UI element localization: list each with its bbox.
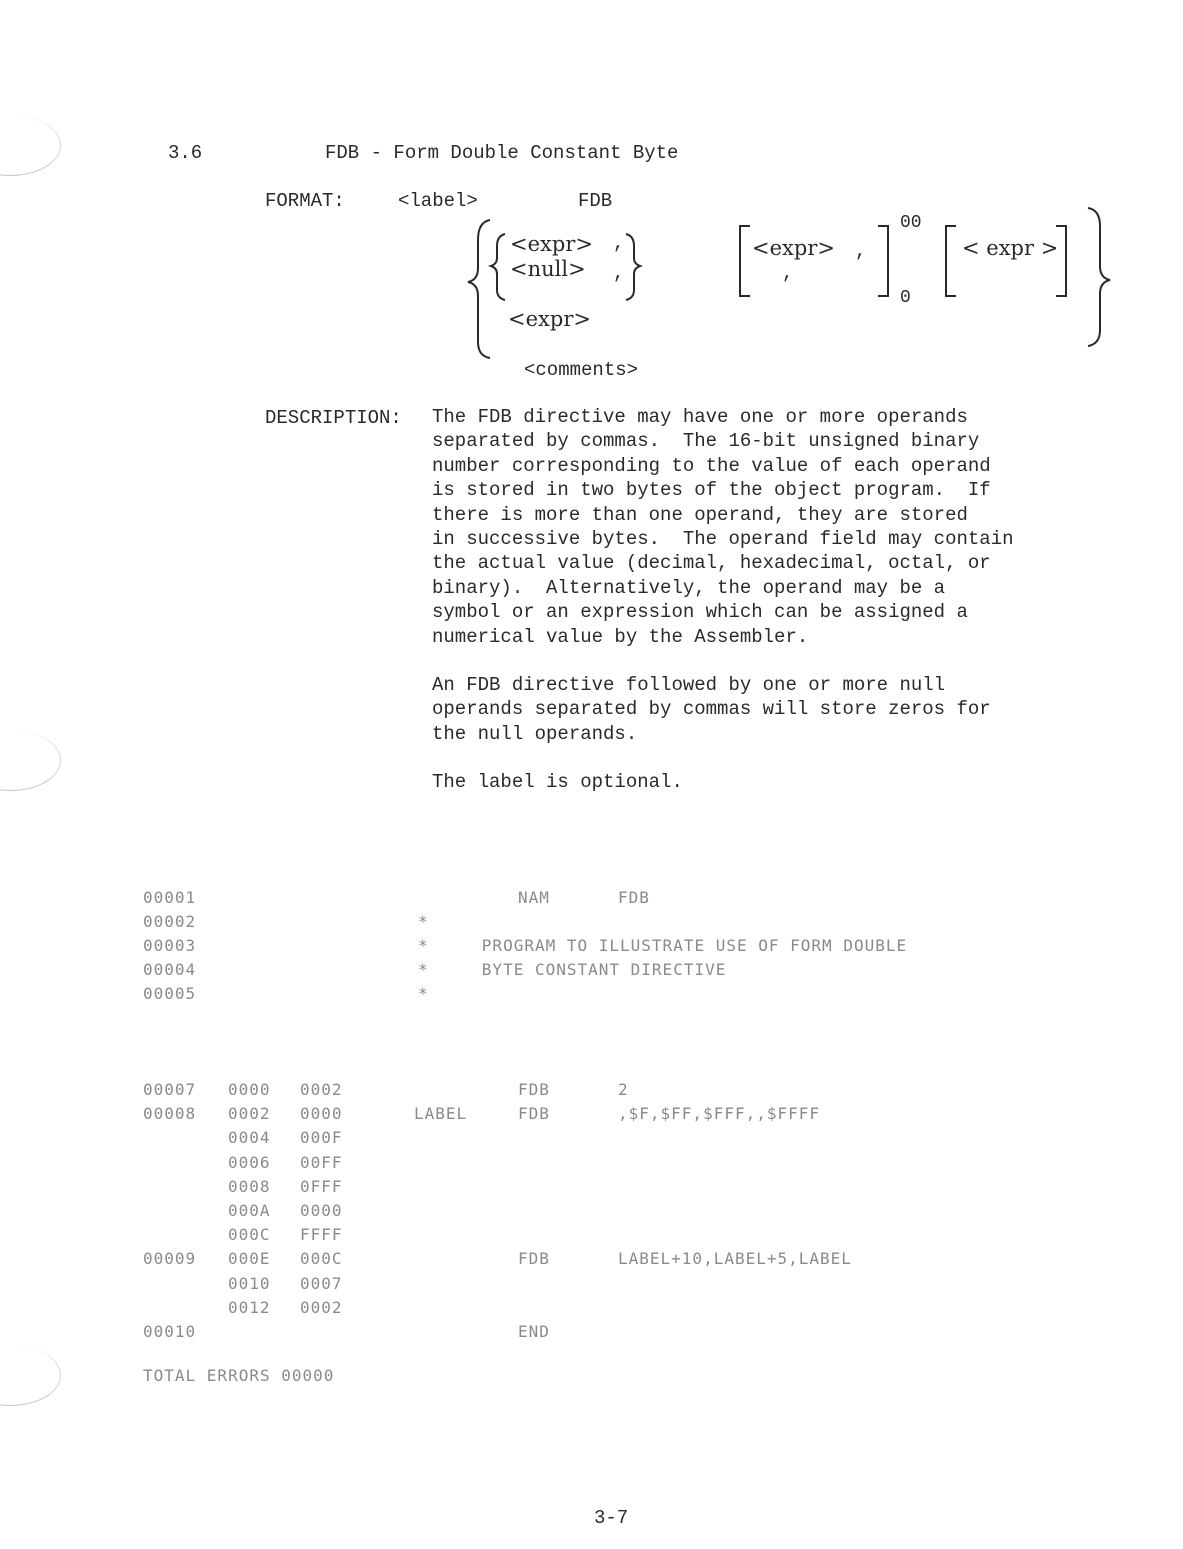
listing-op: END [518,1322,550,1341]
inner-left-brace [491,234,505,300]
comments-operand: <comments> [524,359,639,381]
listing-comment: * BYTE CONSTANT DIRECTIVE [418,960,727,979]
binder-hole [0,730,61,791]
bracket-left-1 [740,226,750,296]
listing-object-code: 00FF [300,1152,343,1172]
listing-operand: 2 [618,1080,629,1099]
section-title: FDB - Form Double Constant Byte [325,142,679,164]
last-expr-operand: < expr > [962,236,1059,260]
expr-operand-2: <expr> [508,307,591,331]
listing-address: 0012 [228,1297,271,1317]
comma-2: , [613,262,625,284]
format-syntax-diagram [0,0,1183,400]
listing-operand: FDB [618,888,650,907]
listing-object-code: 0000 [300,1201,343,1220]
listing-op: FDB [518,1104,550,1124]
listing-op: NAM [518,888,550,907]
description-paragraph: An FDB directive followed by one or more null operands separated by commas will store zeros for the null operands. [432,674,991,745]
listing-comment: * PROGRAM TO ILLUSTRATE USE OF FORM DOUBLE [418,936,908,955]
expr-text: expr [769,236,818,260]
description-label: DESCRIPTION: [265,407,402,429]
listing-object-code: 000C [300,1249,343,1269]
inner-right-brace [626,234,640,300]
listing-address: 000A [228,1201,271,1220]
listing-object-code: 0007 [300,1273,343,1293]
listing-line-number: 00008 [143,1104,197,1124]
outer-right-brace [1088,208,1110,346]
description-body [432,405,1072,819]
listing-line-number: 00002 [143,912,197,931]
listing-op: FDB [518,1249,550,1269]
bracket-left-2 [946,226,956,296]
page-number: 3-7 [594,1507,629,1529]
listing-op: FDB [518,1080,550,1099]
listing-address: 000C [228,1225,271,1245]
expr-text: expr [525,307,574,331]
listing-line-number: 00005 [143,984,197,1003]
listing-label: LABEL [414,1104,468,1124]
binder-hole [0,1345,61,1406]
listing-address: 0000 [228,1080,271,1099]
description-paragraph: The FDB directive may have one or more operands separated by commas. The 16-bit unsigned binary number corresponding to the value of each operand is stored in two bytes of the object program. If there is more than one operand, they are stored in successive bytes. The operand field may contain the actual value (decimal, hexadecimal, octal, or binary). Alternatively, the operand may be a symbol or an expression which can be assigned a numerical value by the Assembler. [432,406,1014,648]
listing-address: 0006 [228,1152,271,1172]
listing-object-code: 0FFF [300,1176,343,1196]
bracket-right-1 [878,226,888,296]
listing-line-number: 00010 [143,1322,197,1341]
label-operand-text: label [409,190,467,212]
listing-address: 0010 [228,1273,271,1293]
repeat-subscript: 0 [900,288,911,308]
listing-operand: LABEL+10,LABEL+5,LABEL [618,1249,852,1269]
listing-operand: ,$F,$FF,$FFF,,$FFFF [618,1104,821,1124]
listing-address: 000E [228,1249,271,1269]
listing-line-number: 00004 [143,960,197,979]
opt-comma-2: , [782,262,794,284]
listing-address: 0002 [228,1104,271,1124]
listing-comment: * [418,984,429,1003]
listing-object-code: 0000 [300,1104,343,1124]
comments-text: comments [535,359,627,381]
comma-1: , [613,232,625,254]
opt-comma: , [855,240,867,262]
format-label: FORMAT: [265,190,345,212]
listing-object-code: 0002 [300,1297,343,1317]
null-text: null [527,257,569,281]
repeat-superscript: 00 [900,213,922,233]
expr-text: expr [986,236,1035,260]
listing-object-code: 000F [300,1128,343,1148]
opt-expr-operand: <expr> [752,236,835,260]
listing-address: 0008 [228,1176,271,1196]
listing-line-number: 00009 [143,1249,197,1269]
listing-line-number: 00007 [143,1080,197,1099]
total-errors: TOTAL ERRORS 00000 [143,1366,335,1385]
section-number: 3.6 [168,142,203,164]
format-label-operand: <label> [398,190,478,212]
format-directive: FDB [578,190,613,212]
listing-address: 0004 [228,1128,271,1148]
expr-text: expr [527,232,576,256]
listing-line-number: 00001 [143,888,197,907]
null-operand: <null> [510,257,586,281]
expr-operand-1: <expr> [510,232,593,256]
listing-line-number: 00003 [143,936,197,955]
outer-left-brace [468,220,490,358]
description-paragraph: The label is optional. [432,771,683,794]
listing-object-code: FFFF [300,1225,343,1245]
listing-object-code: 0002 [300,1080,343,1099]
listing-comment: * [418,912,429,931]
